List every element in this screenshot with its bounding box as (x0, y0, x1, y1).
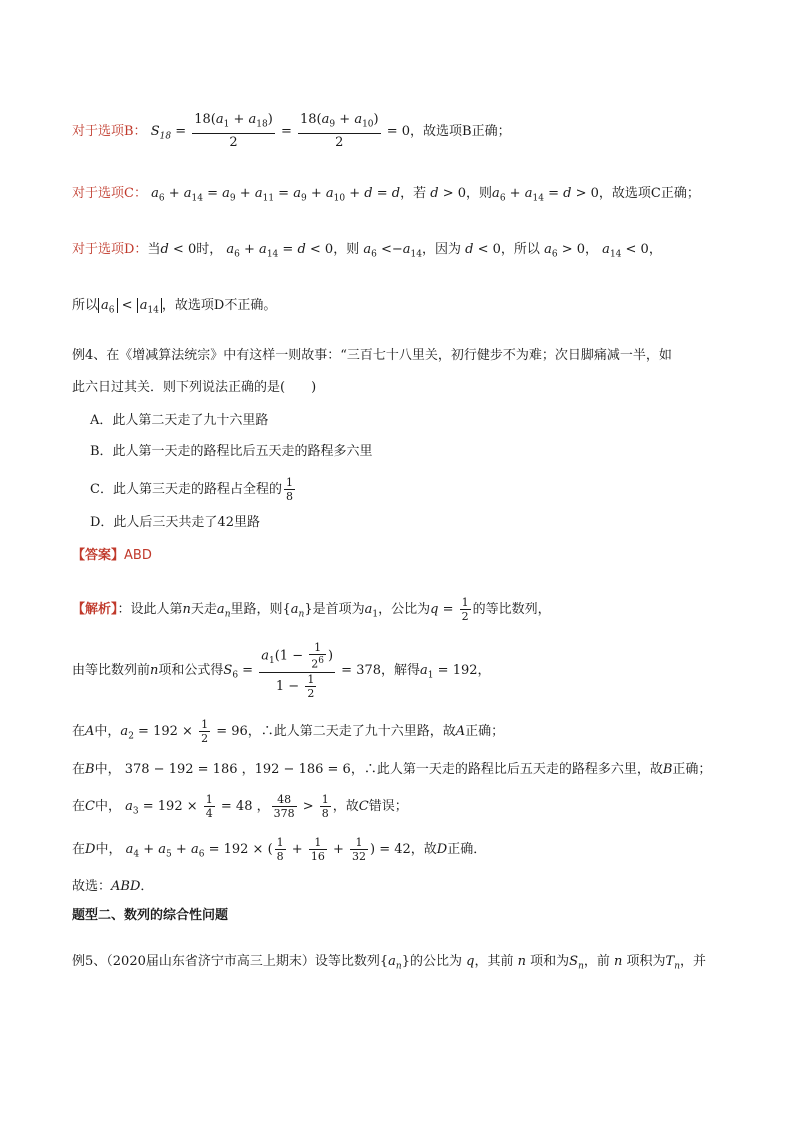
case-a-line: 在A中，$a_2 = 192$ × $\frac{1}{2}$ = 96，∴此人第二天走了九十六里路，故A正确； (72, 718, 505, 745)
option-c-analysis: 对于选项C： $a_6 + a_{14} = a_9 + a_{11} = a_9 + a_{10} + d = d$，若 d > 0，则$a_6 + a_{14} = d > 0$，故选项C正确； (72, 186, 700, 204)
section-title: 题型二、数列的综合性问题 (72, 908, 229, 923)
analysis-line: 【解析】：设此人第n天走$a_n$里路，则$\{a_n\}$是首项为$a_1$，公比为q = $\frac{1}{2}$ 的等比数列， (72, 596, 551, 623)
option-d-label: 对于选项D： (72, 242, 148, 257)
analysis-label: 【解析】 (72, 602, 118, 617)
fraction: $\frac{1}{4}$ (205, 793, 213, 820)
example-4-stem-line-1: 例4、在《增减算法统宗》中有这样一则故事：“三百七十八里关，初行健步不为难；次日脚痛减一半，如 (72, 348, 672, 363)
option-c-label: 对于选项C： (72, 186, 147, 201)
fraction: $a_1(1$ − $\frac{1}{2^6}$ ) 1 − $\frac{1}{2}$ (261, 641, 334, 700)
option-d-conclusion-line: 所以 $a_6 < a_{14}$ ，故选项D不正确。 (72, 298, 277, 316)
fraction: $\frac{1}{16}$ (310, 836, 325, 863)
sum-formula-line: 由等比数列前n项和公式得$S_6$ = $a_1(1$ − $\frac{1}{2^6}$ ) 1 − $\frac{1}{2}$ = 378，解得$a_1 = 192$， (72, 641, 491, 700)
option-c-conclusion: ，故选项C正确； (598, 186, 700, 201)
answer-label: 【答案】 (72, 548, 125, 563)
fraction: $\frac{1}{2}$ (461, 596, 469, 623)
example-5-stem: 例5、（2020届山东省济宁市高三上期末）设等比数列$\{a_n\}$的公比为 q，其前 n 项和为$S_n$，前 n 项积为$T_n$，并 (72, 954, 707, 972)
fraction: $\frac{1}{2}$ (201, 718, 209, 745)
choice-a: A．此人第二天走了九十六里路 (90, 413, 269, 428)
option-b-label: 对于选项B： (72, 124, 147, 139)
choice-c: C．此人第三天走的路程占全程的 $\frac{1}{8}$ (90, 476, 293, 503)
fraction: $\frac{1}{8}$ (285, 476, 293, 503)
choice-b: B．此人第一天走的路程比后五天走的路程多六里 (90, 444, 373, 459)
option-d-analysis: 对于选项D：当d < 0时， $a_6 + a_{14} = d < 0$，则 $a_6 <-a_{14}$，因为 d < 0，所以 $a_6 > 0$， $a_{14} < 0$， (72, 242, 662, 260)
case-d-line: 在D中， $a_4 + a_5 + a_6 = 192$ × ( $\frac{1}{8}$ + $\frac{1}{16}$ + $\frac{1}{32}$ ) = 42，故D正确． (72, 836, 487, 863)
choice-d: D．此人后三天共走了42里路 (90, 515, 260, 530)
case-b-line: 在B中， 378 − 192 = 186 ，192 − 186 = 6，∴此人第一天走的路程比后五天走的路程多六里，故B正确； (72, 762, 712, 777)
fraction: $\frac{48}{378}$ (273, 793, 295, 820)
example-4-stem-line-2: 此六日过其关．则下列说法正确的是( ) (72, 380, 317, 395)
case-c-line: 在C中， $a_3 = 192$ × $\frac{1}{4}$ = 48 ， $\frac{48}{378}$ > $\frac{1}{8}$ ，故C错误； (72, 793, 408, 820)
fraction: $\frac{1}{8}$ (321, 793, 329, 820)
option-b-conclusion: ，故选项B正确； (410, 124, 511, 139)
fraction: $\frac{18(a_9 + a_{10})}{2}$ (300, 111, 379, 151)
option-b-analysis: 对于选项B： $S_{18}$ = $\frac{18(a_1 + a_{18})}{2}$ = $\frac{18(a_9 + a_{10})}{2}$ = 0，故选项B正确； (72, 111, 511, 151)
fraction: $\frac{18(a_1 + a_{18})}{2}$ (194, 111, 273, 151)
answer-value: ABD (124, 548, 152, 563)
fraction: $\frac{1}{32}$ (352, 836, 366, 863)
final-choice-line: 故选：ABD． (72, 879, 154, 894)
fraction: $\frac{1}{8}$ (276, 836, 284, 863)
answer-line (72, 546, 152, 566)
